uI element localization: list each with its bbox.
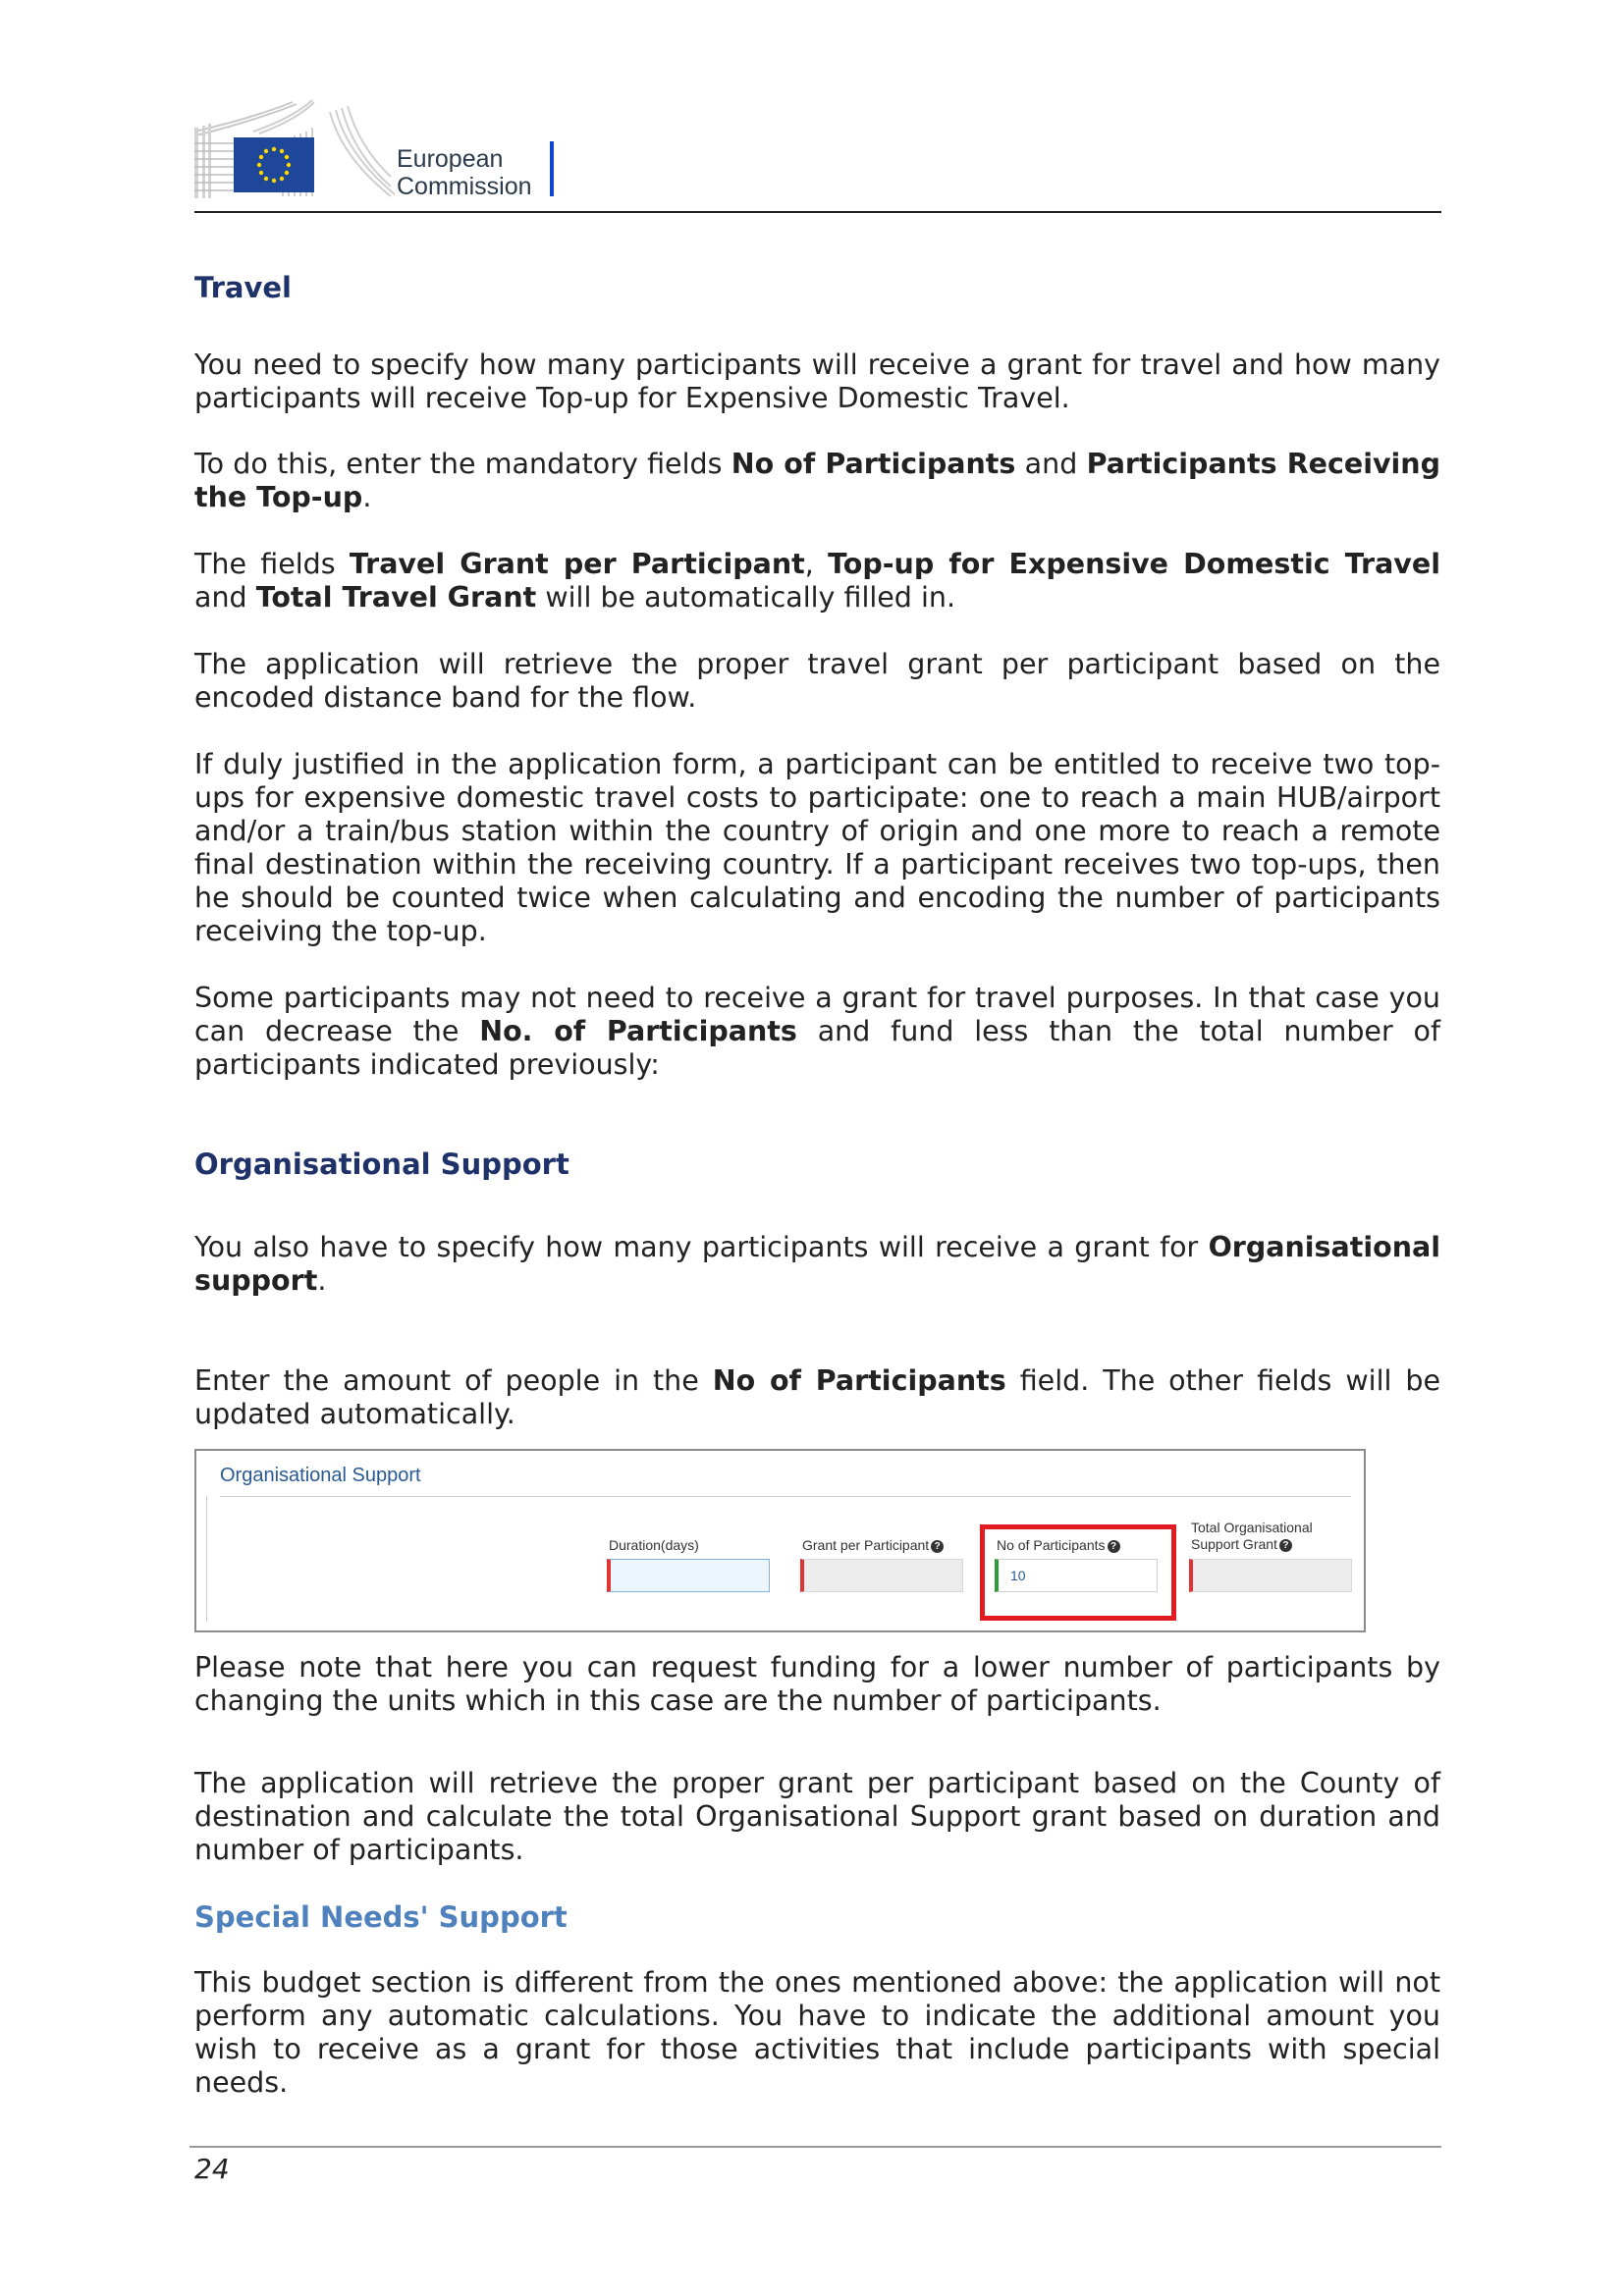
text-run: field. The other fields will be updated automatically.: [194, 1364, 1441, 1430]
logo-line-2: Commission: [397, 173, 532, 200]
text-run: The fields: [194, 548, 350, 580]
text-run: and: [194, 581, 256, 614]
logo-line-1: European: [397, 145, 504, 173]
special-needs-paragraph-1: This budget section is different from the ones mentioned above: the application will not perform any automatic calculations. You have to indicate the additional amount you wish to receive as a grant for those activities that include participants with special needs.: [194, 1966, 1440, 2099]
text-run: and: [1015, 448, 1087, 480]
organisational-support-heading: Organisational Support: [194, 1148, 569, 1181]
bold-term: No. of Participants: [479, 1015, 797, 1047]
bold-term: Total Travel Grant: [255, 581, 537, 614]
org-support-paragraph-2: [194, 1364, 1440, 1431]
header-rule: [194, 211, 1441, 213]
logo-wordmark: [397, 145, 532, 200]
travel-paragraph-1: You need to specify how many participants will receive a grant for travel and how many participants will receive Top-up for Expensive Domestic Travel.: [194, 348, 1440, 414]
figure-title-rule: [220, 1496, 1351, 1497]
travel-paragraph-4: The application will retrieve the proper travel grant per participant based on the encoded distance band for the flow.: [194, 648, 1440, 714]
total-grant-field: [1189, 1559, 1352, 1592]
text-run: .: [362, 481, 372, 513]
travel-heading: Travel: [194, 271, 292, 304]
figure-left-rule: [206, 1496, 207, 1622]
logo-divider: [550, 141, 554, 196]
org-support-paragraph-4: The application will retrieve the proper grant per participant based on the County of destination and calculate the total Organisational Support grant based on duration and number of participants.: [194, 1767, 1440, 1866]
page-number: 24: [194, 2153, 230, 2185]
bold-term: Organisational support: [194, 1231, 1440, 1297]
travel-paragraph-3: [194, 548, 1440, 614]
travel-paragraph-2: [194, 448, 1440, 514]
highlight-box: [980, 1524, 1176, 1621]
label-text: Support Grant: [1191, 1536, 1277, 1552]
organisational-support-screenshot: [194, 1449, 1366, 1632]
duration-input[interactable]: [607, 1559, 770, 1592]
text-run: .: [317, 1264, 327, 1297]
org-support-paragraph-3: Please note that here you can request funding for a lower number of participants by changing the units which in this case are the number of participants.: [194, 1651, 1440, 1717]
label-line-1: Total Organisational: [1191, 1520, 1313, 1535]
special-needs-heading: Special Needs' Support: [194, 1900, 568, 1934]
text-run: Enter the amount of people in the: [194, 1364, 713, 1397]
help-icon[interactable]: ?: [931, 1540, 944, 1553]
footer-rule: [189, 2146, 1441, 2148]
bold-term: Participants Receiving the Top-up: [194, 448, 1440, 513]
total-grant-label: [1191, 1520, 1313, 1553]
bold-term: No of Participants: [712, 1364, 1006, 1397]
text-run: You also have to specify how many participants will receive a grant for: [194, 1231, 1209, 1263]
figure-panel-title: Organisational Support: [220, 1465, 421, 1486]
help-icon[interactable]: ?: [1108, 1540, 1120, 1553]
text-run: ,: [804, 548, 829, 580]
help-icon[interactable]: ?: [1279, 1539, 1292, 1552]
no-participants-value: 10: [1010, 1568, 1026, 1583]
org-support-paragraph-1: [194, 1231, 1440, 1298]
bold-term: Travel Grant per Participant: [349, 548, 805, 580]
label-line-2: [1191, 1536, 1313, 1553]
page-header: [194, 98, 1441, 212]
bold-term: No of Participants: [731, 448, 1016, 480]
bold-term: Top-up for Expensive Domestic Travel: [828, 548, 1440, 580]
travel-paragraph-5: If duly justified in the application form, a participant can be entitled to receive two top-ups for expensive domestic travel costs to participate: one to reach a main HUB/airport and/or a train/bus station within the country of origin and one more to reach a remote final destination within the receiving country. If a participant receives two top-ups, then he should be counted twice when calculating and encoding the number of participants receiving the top-up.: [194, 748, 1440, 947]
grant-per-participant-label: [802, 1537, 944, 1554]
text-run: Some participants may not need to receive a grant for travel purposes. In that case you can decrease the: [194, 982, 1440, 1047]
label-text: Grant per Participant: [802, 1537, 930, 1553]
text-run: and fund less than the total number of participants indicated previously:: [194, 1015, 1440, 1081]
text-run: To do this, enter the mandatory fields: [194, 448, 731, 480]
duration-label: Duration(days): [609, 1537, 699, 1553]
travel-paragraph-6: [194, 982, 1440, 1082]
grant-per-participant-field: [800, 1559, 963, 1592]
label-text: No of Participants: [997, 1537, 1106, 1553]
text-run: will be automatically filled in.: [536, 581, 956, 614]
